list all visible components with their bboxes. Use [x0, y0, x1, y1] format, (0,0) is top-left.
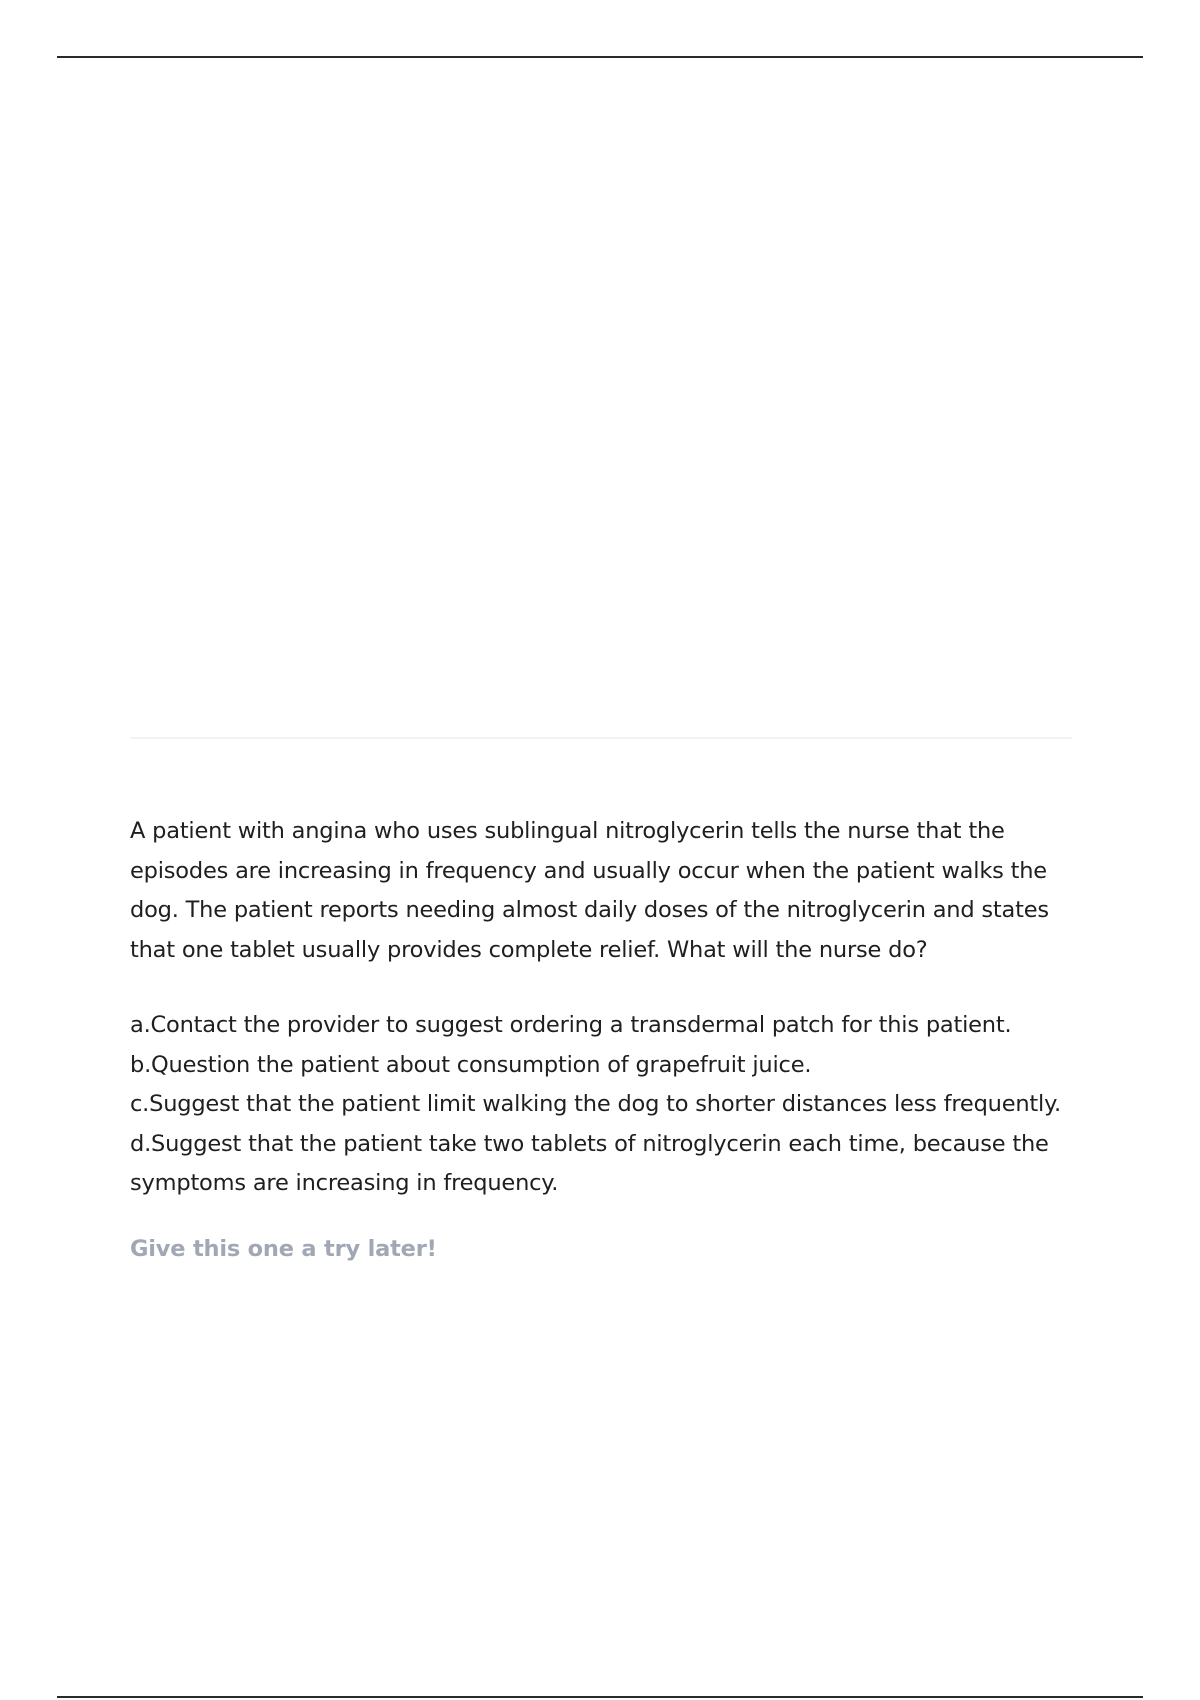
page-bottom-rule — [57, 1696, 1143, 1698]
page-top-rule — [57, 56, 1143, 58]
section-divider — [130, 737, 1072, 739]
question-card — [130, 812, 1080, 1262]
try-later-link[interactable]: Give this one a try later! — [130, 1235, 437, 1262]
answer-option-b[interactable]: b.Question the patient about consumption of grapefruit juice. — [130, 1051, 812, 1078]
answer-option-c[interactable]: c.Suggest that the patient limit walking the dog to shorter distances less frequently. — [130, 1091, 1061, 1117]
answer-option-a[interactable]: a.Contact the provider to suggest ordering a transdermal patch for this patient. — [130, 1012, 1012, 1038]
answer-options — [130, 1006, 1080, 1204]
question-text: A patient with angina who uses sublingual nitroglycerin tells the nurse that the episodes are increasing in frequency and usually occur when the patient walks the dog. The patient reports needing almost daily doses of the nitroglycerin and states that one tablet usually provides complete relief. What will the nurse do? — [130, 818, 1049, 963]
answer-option-d[interactable]: d.Suggest that the patient take two tablets of nitroglycerin each time, because the symptoms are increasing in frequency. — [130, 1130, 1049, 1196]
